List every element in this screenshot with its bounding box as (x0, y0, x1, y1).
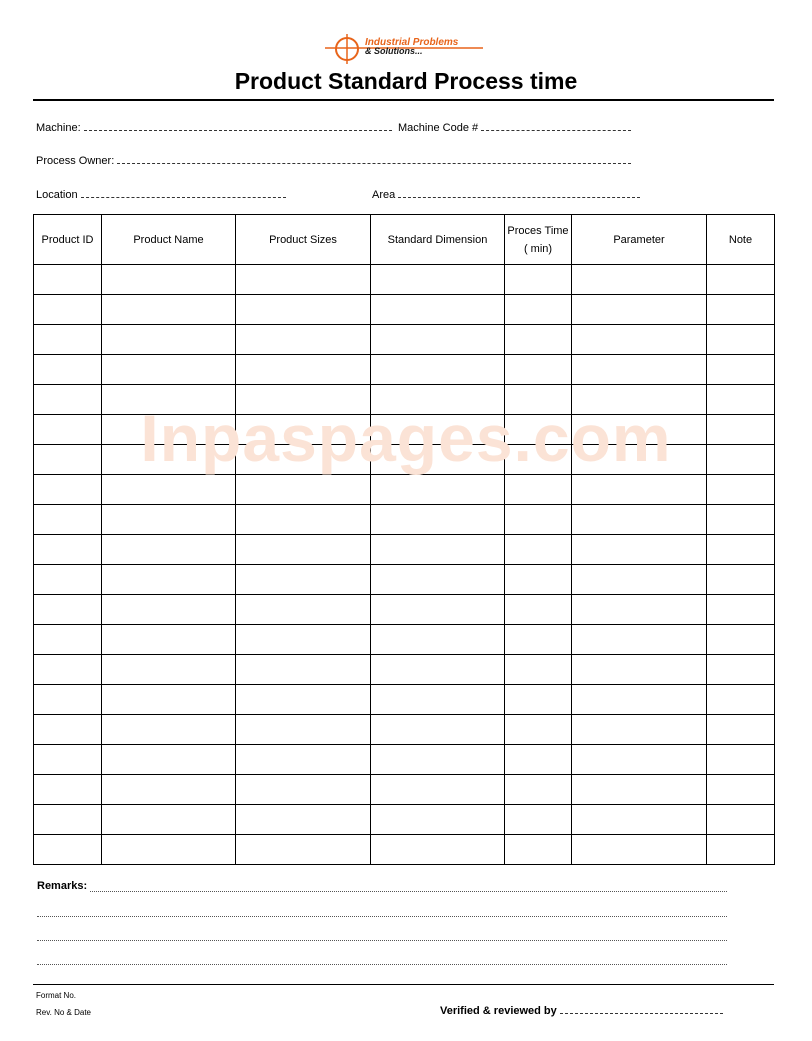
table-row (34, 655, 775, 685)
table-cell[interactable] (572, 595, 707, 625)
table-cell[interactable] (34, 655, 102, 685)
table-cell[interactable] (505, 595, 572, 625)
table-cell[interactable] (505, 445, 572, 475)
table-cell[interactable] (505, 625, 572, 655)
table-cell[interactable] (707, 445, 775, 475)
table-row (34, 415, 775, 445)
table-row (34, 295, 775, 325)
table-cell[interactable] (236, 835, 371, 865)
table-cell[interactable] (102, 745, 236, 775)
table-row (34, 685, 775, 715)
area-field (372, 187, 640, 201)
table-cell[interactable] (505, 535, 572, 565)
table-cell[interactable] (236, 625, 371, 655)
table-cell[interactable] (371, 715, 505, 745)
table-cell[interactable] (707, 475, 775, 505)
table-cell[interactable] (505, 295, 572, 325)
area-label: Area (372, 189, 396, 201)
table-row (34, 535, 775, 565)
table-row (34, 715, 775, 745)
table-cell[interactable] (707, 595, 775, 625)
table-cell[interactable] (102, 355, 236, 385)
table-cell[interactable] (34, 385, 102, 415)
table-cell[interactable] (505, 745, 572, 775)
table-row (34, 505, 775, 535)
verified-blank[interactable] (560, 1003, 723, 1014)
table-cell[interactable] (102, 805, 236, 835)
table-cell[interactable] (707, 505, 775, 535)
table-cell[interactable] (371, 625, 505, 655)
table-cell[interactable] (371, 595, 505, 625)
table-cell[interactable] (707, 625, 775, 655)
table-cell[interactable] (572, 505, 707, 535)
table-cell[interactable] (34, 535, 102, 565)
table-cell[interactable] (707, 775, 775, 805)
table-cell[interactable] (236, 385, 371, 415)
table-cell[interactable] (505, 505, 572, 535)
table-cell[interactable] (102, 655, 236, 685)
table-cell[interactable] (707, 535, 775, 565)
table-cell[interactable] (505, 685, 572, 715)
table-cell[interactable] (371, 325, 505, 355)
table-cell[interactable] (34, 805, 102, 835)
table-cell[interactable] (707, 715, 775, 745)
table-cell[interactable] (505, 835, 572, 865)
table-cell[interactable] (236, 295, 371, 325)
table-cell[interactable] (572, 745, 707, 775)
table-row (34, 325, 775, 355)
table-cell[interactable] (505, 565, 572, 595)
table-row (34, 385, 775, 415)
table-cell[interactable] (707, 325, 775, 355)
table-row (34, 805, 775, 835)
table-cell[interactable] (505, 715, 572, 745)
table-cell[interactable] (236, 685, 371, 715)
table-cell[interactable] (505, 805, 572, 835)
header-product-id: Product ID (34, 215, 102, 265)
table-cell[interactable] (236, 745, 371, 775)
table-cell[interactable] (102, 715, 236, 745)
location-label: Location (36, 189, 78, 201)
table-cell[interactable] (236, 595, 371, 625)
table-cell[interactable] (102, 265, 236, 295)
table-cell[interactable] (707, 415, 775, 445)
table-cell[interactable] (572, 475, 707, 505)
table-cell[interactable] (102, 385, 236, 415)
table-cell[interactable] (707, 655, 775, 685)
table-row (34, 355, 775, 385)
table-cell[interactable] (102, 775, 236, 805)
table-cell[interactable] (102, 505, 236, 535)
table-cell[interactable] (707, 385, 775, 415)
table-cell[interactable] (236, 775, 371, 805)
table-cell[interactable] (102, 565, 236, 595)
machine-code-field (398, 120, 631, 134)
table-cell[interactable] (505, 655, 572, 685)
table-cell[interactable] (572, 445, 707, 475)
watermark: Inpaspages.com (140, 401, 672, 475)
table-cell[interactable] (102, 685, 236, 715)
table-cell[interactable] (572, 415, 707, 445)
company-logo (323, 34, 485, 64)
table-header-row (34, 215, 775, 265)
table-cell[interactable] (236, 505, 371, 535)
logo-text-line2: & Solutions... (365, 46, 423, 56)
table-cell[interactable] (371, 805, 505, 835)
table-cell[interactable] (236, 535, 371, 565)
table-cell[interactable] (236, 325, 371, 355)
table-cell[interactable] (34, 835, 102, 865)
process-owner-blank[interactable] (117, 153, 631, 164)
table-cell[interactable] (371, 295, 505, 325)
table-cell[interactable] (34, 715, 102, 745)
table-cell[interactable] (34, 475, 102, 505)
header-product-name: Product Name (102, 215, 236, 265)
table-cell[interactable] (236, 265, 371, 295)
table-cell[interactable] (707, 685, 775, 715)
location-blank[interactable] (81, 187, 286, 198)
table-cell[interactable] (236, 565, 371, 595)
remarks-line[interactable] (37, 940, 727, 941)
table-cell[interactable] (572, 685, 707, 715)
area-blank[interactable] (398, 187, 640, 198)
table-cell[interactable] (102, 595, 236, 625)
table-cell[interactable] (371, 445, 505, 475)
table-row (34, 565, 775, 595)
table-cell[interactable] (707, 355, 775, 385)
table-cell[interactable] (707, 805, 775, 835)
table-cell[interactable] (505, 475, 572, 505)
table-cell[interactable] (707, 295, 775, 325)
table-cell[interactable] (371, 655, 505, 685)
table-cell[interactable] (371, 475, 505, 505)
remarks-line[interactable] (90, 891, 727, 892)
logo-text-line1: Industrial Problems (365, 37, 459, 48)
table-cell[interactable] (236, 805, 371, 835)
process-time-table (33, 214, 775, 865)
table-cell[interactable] (572, 655, 707, 685)
table-cell[interactable] (34, 625, 102, 655)
machine-label: Machine: (36, 122, 81, 134)
table-cell[interactable] (371, 385, 505, 415)
table-cell[interactable] (572, 805, 707, 835)
table-cell[interactable] (34, 745, 102, 775)
rev-no-date-label: Rev. No & Date (36, 1008, 91, 1017)
remarks-label: Remarks: (37, 880, 88, 892)
table-cell[interactable] (371, 535, 505, 565)
table-cell[interactable] (34, 445, 102, 475)
machine-field (36, 120, 392, 134)
table-row (34, 265, 775, 295)
format-no-label: Format No. (36, 991, 77, 1000)
remarks-line[interactable] (37, 916, 727, 917)
table-cell[interactable] (34, 295, 102, 325)
table-cell[interactable] (371, 505, 505, 535)
table-cell[interactable] (371, 415, 505, 445)
table-cell[interactable] (572, 835, 707, 865)
table-cell[interactable] (572, 325, 707, 355)
table-cell[interactable] (102, 535, 236, 565)
table-cell[interactable] (505, 775, 572, 805)
table-cell[interactable] (505, 385, 572, 415)
table-cell[interactable] (371, 745, 505, 775)
machine-code-blank[interactable] (481, 120, 631, 131)
header-note: Note (707, 215, 775, 265)
table-cell[interactable] (102, 295, 236, 325)
table-cell[interactable] (34, 775, 102, 805)
table-cell[interactable] (707, 265, 775, 295)
table-cell[interactable] (371, 775, 505, 805)
table-row (34, 745, 775, 775)
table-cell[interactable] (572, 265, 707, 295)
table-cell[interactable] (34, 595, 102, 625)
table-cell[interactable] (707, 745, 775, 775)
table-cell[interactable] (572, 565, 707, 595)
table-row (34, 835, 775, 865)
table-cell[interactable] (505, 325, 572, 355)
table-cell[interactable] (236, 415, 371, 445)
table-cell[interactable] (236, 655, 371, 685)
table-cell[interactable] (34, 565, 102, 595)
table-cell[interactable] (34, 685, 102, 715)
table-row (34, 595, 775, 625)
table-cell[interactable] (572, 715, 707, 745)
table-cell[interactable] (34, 265, 102, 295)
verified-label: Verified & reviewed by (440, 1005, 557, 1017)
header-product-sizes: Product Sizes (236, 215, 371, 265)
remarks-line[interactable] (37, 964, 727, 965)
header-standard-dimension: Standard Dimension (371, 215, 505, 265)
table-row (34, 475, 775, 505)
table-row (34, 445, 775, 475)
table-cell[interactable] (236, 355, 371, 385)
table-cell[interactable] (102, 325, 236, 355)
table-cell[interactable] (371, 265, 505, 295)
table-cell[interactable] (505, 415, 572, 445)
location-field (36, 187, 286, 201)
table-cell[interactable] (102, 475, 236, 505)
table-cell[interactable] (371, 685, 505, 715)
table-cell[interactable] (572, 535, 707, 565)
header-parameter: Parameter (572, 215, 707, 265)
process-owner-label: Process Owner: (36, 155, 115, 167)
table-cell[interactable] (707, 835, 775, 865)
table-cell[interactable] (34, 325, 102, 355)
table-cell[interactable] (572, 385, 707, 415)
table-cell[interactable] (707, 565, 775, 595)
table-cell[interactable] (34, 415, 102, 445)
table-cell[interactable] (572, 295, 707, 325)
machine-code-label: Machine Code # (398, 122, 479, 134)
machine-blank[interactable] (84, 120, 392, 131)
table-cell[interactable] (572, 775, 707, 805)
verified-field (440, 1003, 723, 1017)
table-cell[interactable] (236, 475, 371, 505)
table-cell[interactable] (236, 715, 371, 745)
table-cell[interactable] (102, 415, 236, 445)
table-cell[interactable] (505, 265, 572, 295)
table-row (34, 775, 775, 805)
page-title: Product Standard Process time (234, 68, 578, 94)
table-cell[interactable] (102, 445, 236, 475)
table-cell[interactable] (34, 505, 102, 535)
table-cell[interactable] (371, 565, 505, 595)
title-rule (33, 99, 774, 101)
table-cell[interactable] (371, 835, 505, 865)
footer-rule (33, 984, 774, 985)
table-cell[interactable] (505, 355, 572, 385)
process-owner-field (36, 153, 631, 167)
table-row (34, 625, 775, 655)
table-cell[interactable] (102, 625, 236, 655)
table-cell[interactable] (102, 835, 236, 865)
table-cell[interactable] (236, 445, 371, 475)
header-process-time: Proces Time ( min) (505, 215, 572, 265)
table-cell[interactable] (371, 355, 505, 385)
table-cell[interactable] (34, 355, 102, 385)
table-cell[interactable] (572, 625, 707, 655)
table-cell[interactable] (572, 355, 707, 385)
